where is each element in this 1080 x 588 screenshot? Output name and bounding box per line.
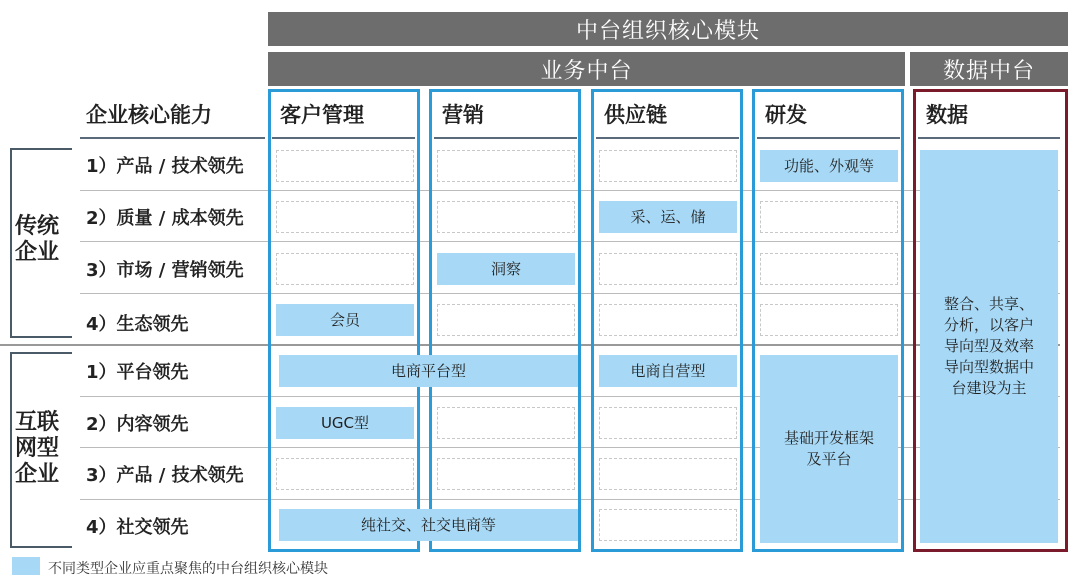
empty-cell xyxy=(276,201,414,233)
cell-customer-ugc: UGC型 xyxy=(276,407,414,439)
top-title: 中台组织核心模块 xyxy=(575,18,760,44)
empty-cell xyxy=(760,253,898,285)
cell-rnd-framework: 基础开发框架 及平台 xyxy=(760,355,898,543)
empty-cell xyxy=(599,253,737,285)
customer-header: 客户管理 xyxy=(272,95,415,139)
empty-cell xyxy=(437,407,575,439)
empty-cell xyxy=(760,201,898,233)
empty-cell xyxy=(437,458,575,490)
rnd-header: 研发 xyxy=(757,95,900,139)
empty-cell xyxy=(437,201,575,233)
capability-header: 企业核心能力 xyxy=(80,95,265,139)
cell-supply-logistics: 采、运、储 xyxy=(599,201,737,233)
cell-data-platform: 整合、共享、 分析，以客户 导向型及效率 导向型数据中 台建设为主 xyxy=(920,150,1058,543)
data-mid-bar xyxy=(910,52,1068,86)
row-label: 2）内容领先 xyxy=(86,414,189,435)
cell-ecommerce-platform: 电商平台型 xyxy=(279,355,578,387)
cell-marketing-insight: 洞察 xyxy=(437,253,575,285)
row-label: 1）平台领先 xyxy=(86,362,189,383)
row-label: 4）社交领先 xyxy=(86,517,189,538)
legend-swatch xyxy=(12,557,40,575)
empty-cell xyxy=(437,304,575,336)
row-label: 3）市场 / 营销领先 xyxy=(86,260,244,281)
empty-cell xyxy=(599,304,737,336)
empty-cell xyxy=(599,509,737,541)
cell-ecommerce-self: 电商自营型 xyxy=(599,355,737,387)
top-title-bar xyxy=(268,12,1068,46)
data-header: 数据 xyxy=(918,95,1060,139)
empty-cell xyxy=(760,304,898,336)
cell-social-commerce: 纯社交、社交电商等 xyxy=(279,509,578,541)
row-label: 3）产品 / 技术领先 xyxy=(86,465,244,486)
empty-cell xyxy=(276,253,414,285)
row-label: 1）产品 / 技术领先 xyxy=(86,156,244,177)
business-mid-bar xyxy=(268,52,905,86)
cell-customer-member: 会员 xyxy=(276,304,414,336)
empty-cell xyxy=(599,150,737,182)
business-mid-title: 业务中台 xyxy=(540,58,633,84)
traditional-group-label: 传统企业 xyxy=(12,214,62,266)
legend-text: 不同类型企业应重点聚焦的中台组织核心模块 xyxy=(48,561,328,577)
empty-cell xyxy=(276,150,414,182)
data-mid-title: 数据中台 xyxy=(942,58,1035,84)
empty-cell xyxy=(437,150,575,182)
marketing-header: 营销 xyxy=(434,95,577,139)
empty-cell xyxy=(276,458,414,490)
internet-group-label: 互联网型企业 xyxy=(12,410,62,488)
supply-header: 供应链 xyxy=(596,95,739,139)
cell-rnd-features: 功能、外观等 xyxy=(760,150,898,182)
row-label: 2）质量 / 成本领先 xyxy=(86,208,244,229)
empty-cell xyxy=(599,458,737,490)
row-label: 4）生态领先 xyxy=(86,314,189,335)
empty-cell xyxy=(599,407,737,439)
